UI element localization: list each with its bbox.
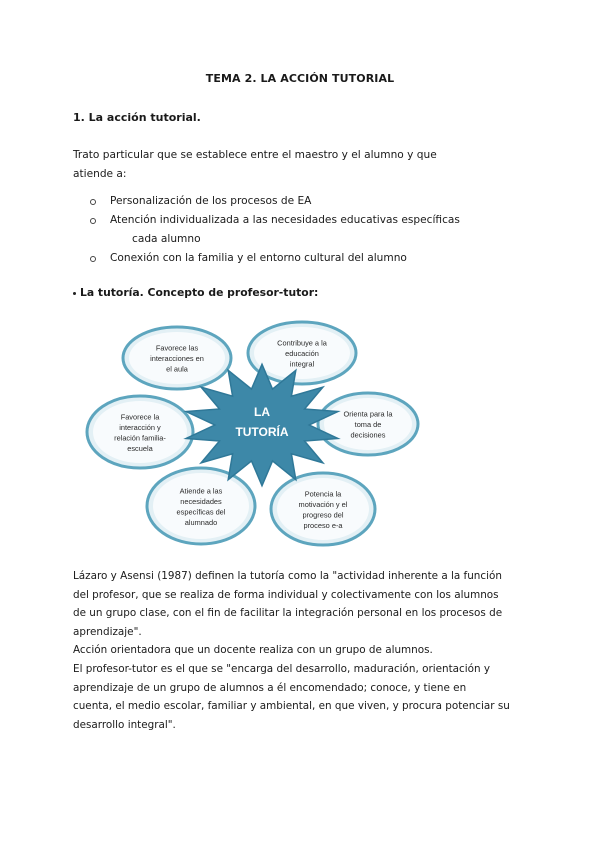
node-label-line: toma de — [354, 420, 382, 429]
document-title: TEMA 2. LA ACCIÓN TUTORIAL — [205, 72, 395, 85]
node-label-line: integral — [289, 359, 315, 369]
paragraph-accion-orientadora — [73, 641, 533, 660]
node-label-line: alumnado — [184, 517, 218, 527]
diagram-node — [147, 468, 255, 544]
paragraph-line: desarrollo integral". — [73, 718, 176, 731]
star-label-line-2: TUTORÍA — [235, 425, 289, 439]
paragraph-line: aprendizaje". — [73, 625, 142, 638]
node-label-line: decisiones — [350, 430, 386, 440]
intro-line-2: atiende a: — [73, 168, 127, 180]
diagram-node — [123, 327, 231, 389]
paragraph-line: del profesor, que se realiza de forma individual y colectivamente con los alumnos — [73, 588, 499, 601]
body-paragraphs — [73, 567, 533, 734]
list-item-text: Atención individualizada a las necesidades educativas específicas — [110, 214, 460, 226]
node-label-line: interacciones en — [150, 354, 204, 363]
paragraph-line: El profesor-tutor es el que se "encarga del desarrollo, maduración, orientación y — [73, 662, 491, 675]
diagram-node — [318, 393, 418, 455]
node-label-line: específicas del — [176, 507, 226, 517]
paragraph-line: Acción orientadora que un docente realiza con un grupo de alumnos. — [73, 644, 433, 657]
node-label-line: Potencia la — [304, 489, 342, 499]
node-label-line: Contribuye a la — [277, 338, 327, 348]
node-label-line: Favorece la — [120, 412, 160, 422]
list-item-continuation: cada alumno — [132, 233, 201, 245]
list-item-text: Personalización de los procesos de EA — [110, 195, 312, 207]
intro-line-1: Trato particular que se establece entre el maestro y el alumno y que — [73, 149, 437, 161]
node-label-line: interacción y — [119, 422, 161, 432]
node-label-line: motivación y el — [298, 499, 348, 509]
node-label-line: educación — [285, 349, 319, 358]
node-highlight — [153, 473, 249, 539]
section-heading-accion-tutorial: 1. La acción tutorial. — [73, 111, 201, 124]
paragraph-line: Lázaro y Asensi (1987) definen la tutoría como la "actividad inherente a la función — [73, 570, 502, 582]
node-label-line: escuela — [127, 443, 153, 453]
node-label-line: Atiende a las — [179, 486, 223, 496]
node-label-line: necesidades — [180, 496, 222, 506]
node-highlight — [93, 401, 187, 463]
node-label-line: Favorece las — [155, 343, 199, 353]
node-highlight — [277, 478, 369, 540]
paragraph-line: de un grupo clase, con el fin de facilitar la integración personal en los procesos de — [73, 607, 503, 620]
star-label-line-1: LA — [254, 405, 270, 419]
paragraph-profesor-tutor — [73, 660, 533, 734]
list-item-text: Conexión con la familia y el entorno cultural del alumno — [110, 252, 407, 264]
diagram-node — [87, 396, 193, 468]
paragraph-line: cuenta, el medio escolar, familiar y ambiental, en que viven, y procura potenciar su — [73, 700, 510, 713]
paragraph-definition — [73, 567, 533, 641]
node-label-line: el aula — [166, 364, 188, 374]
node-label-line: proceso e-a — [303, 520, 343, 530]
node-label-line: relación familia- — [114, 433, 166, 443]
node-label-line: Orienta para la — [343, 409, 393, 419]
section-heading-text: La tutoría. Concepto de profesor-tutor: — [80, 286, 319, 299]
node-label-line: progreso del — [302, 510, 344, 520]
paragraph-line: aprendizaje de un grupo de alumnos a él encomendado; conoce, y tiene en — [73, 681, 467, 694]
diagram-node — [271, 473, 375, 545]
